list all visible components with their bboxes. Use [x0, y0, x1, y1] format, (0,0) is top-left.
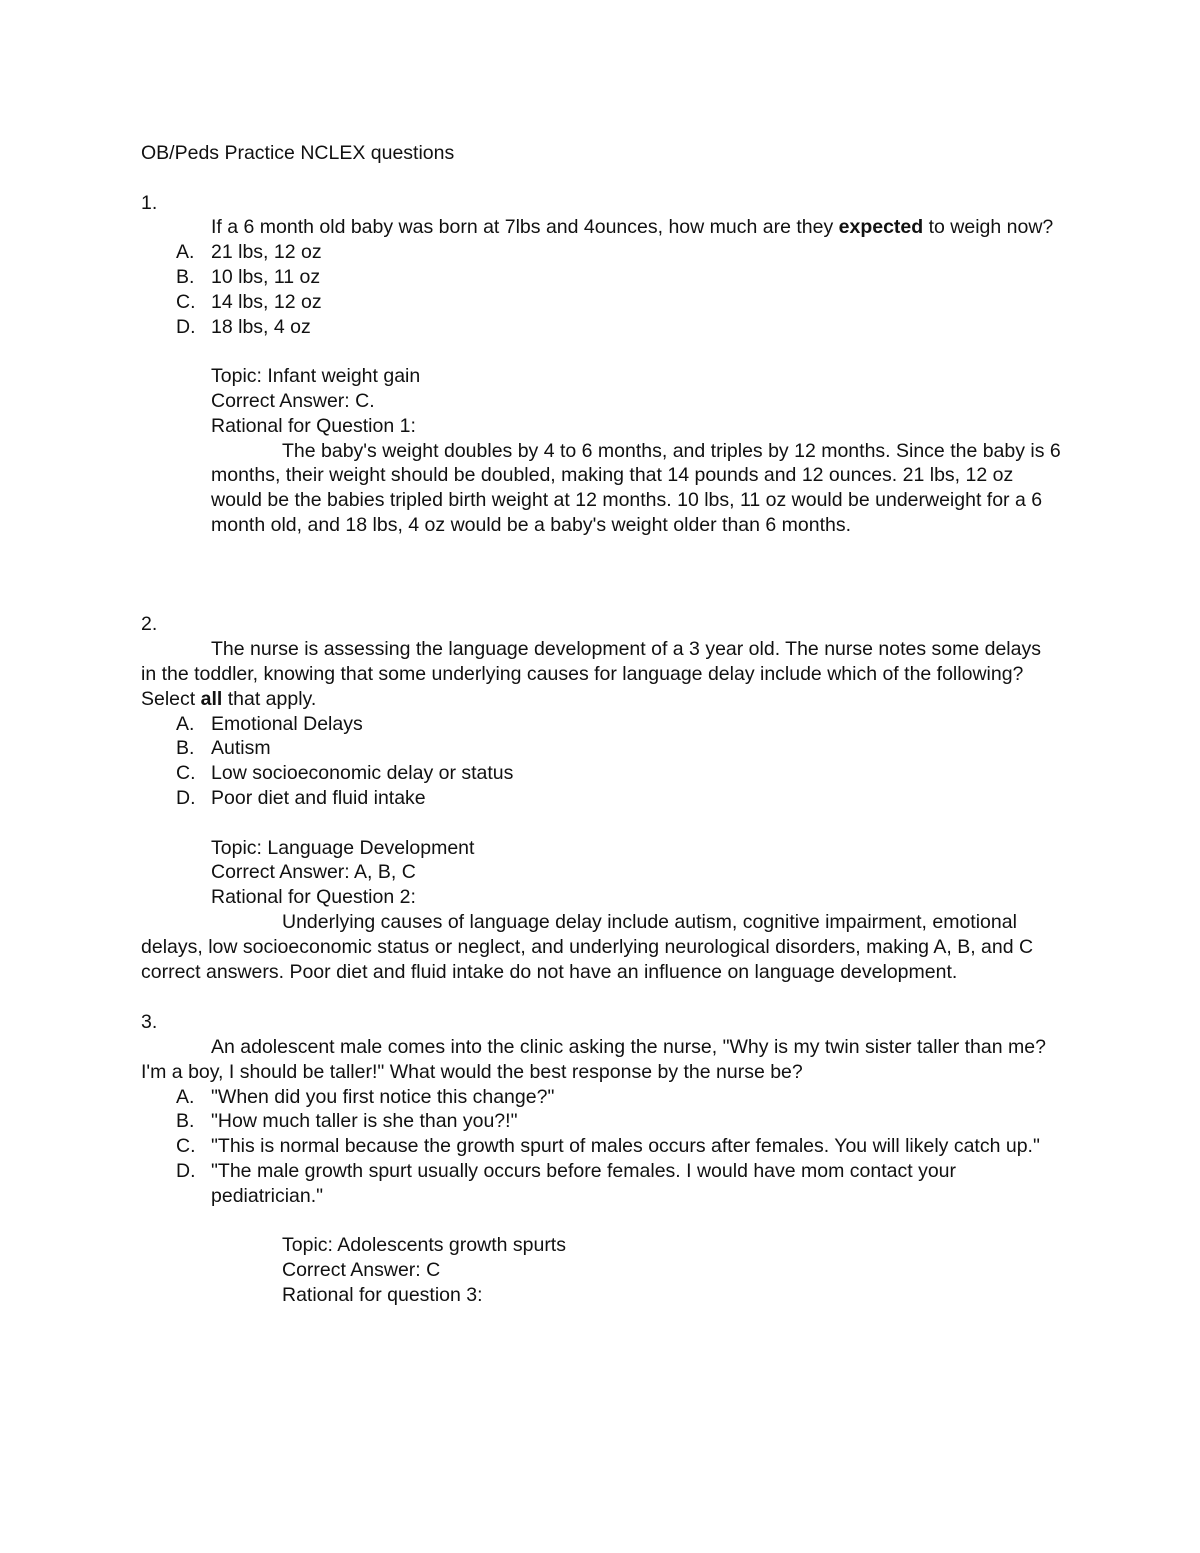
question-stem	[141, 215, 1061, 240]
option-text: 10 lbs, 11 oz	[211, 265, 321, 288]
answer-options	[141, 240, 1061, 339]
option-text: Low socioeconomic delay or status	[211, 762, 514, 785]
rationale-label: Rational for question 3:	[282, 1284, 483, 1307]
option-text: "The male growth spurt usually occurs before females. I would have mom contact your pediatrician."	[211, 1160, 957, 1207]
rationale-text: The baby's weight doubles by 4 to 6 months, and triples by 12 months. Since the baby is 6 months, their weight should be doubled, making that 14 pounds and 12 ounces. 21 lbs, 12 oz would be the babies tripled birth weight at 12 months. 10 lbs, 11 oz would be underweight for a 6 month old, and 18 lbs, 4 oz would be a baby's weight older than 6 months.	[211, 439, 1061, 536]
option-letter: D.	[176, 786, 196, 809]
stem-text: If a 6 month old baby was born at 7lbs and 4ounces, how much are they	[211, 216, 839, 239]
spacer	[141, 984, 1061, 1010]
stem-text: that apply.	[222, 687, 317, 710]
option-b	[141, 265, 1061, 290]
option-letter: A.	[176, 241, 195, 264]
option-d	[141, 315, 1061, 340]
option-d	[141, 1159, 1061, 1209]
option-letter: C.	[176, 1135, 196, 1158]
answer-options	[141, 712, 1061, 811]
spacer	[141, 339, 1061, 364]
option-letter: C.	[176, 762, 196, 785]
stem-emphasis: all	[200, 687, 223, 710]
question-number: 3.	[141, 1011, 158, 1034]
answer-options	[141, 1085, 1061, 1209]
option-b	[141, 1109, 1061, 1134]
option-letter: C.	[176, 290, 196, 313]
option-c	[141, 1134, 1061, 1159]
option-text: 21 lbs, 12 oz	[211, 241, 322, 264]
question-3	[141, 1010, 1061, 1308]
question-1	[141, 191, 1061, 538]
question-number: 2.	[141, 613, 158, 636]
option-text: Autism	[211, 737, 271, 760]
option-c	[141, 290, 1061, 315]
spacer	[141, 166, 1061, 191]
spacer	[141, 587, 1061, 612]
option-letter: B.	[176, 265, 195, 288]
topic-line: Topic: Language Development	[211, 836, 475, 859]
spacer	[141, 538, 1061, 588]
correct-answer: Correct Answer: A, B, C	[211, 861, 416, 884]
option-a	[141, 240, 1061, 265]
option-text: Emotional Delays	[211, 712, 363, 735]
option-a	[141, 1085, 1061, 1110]
option-d	[141, 786, 1061, 811]
rationale-text: Underlying causes of language delay include autism, cognitive impairment, emotional delays, low socioeconomic status or neglect, and underlying neurological disorders, making A, B, and C correct answers. Poor diet and fluid intake do not have an influence on language development.	[141, 910, 1034, 983]
question-stem	[141, 637, 1061, 711]
option-text: 14 lbs, 12 oz	[211, 290, 322, 313]
spacer	[141, 1209, 1061, 1234]
correct-answer: Correct Answer: C.	[211, 389, 375, 412]
topic-line: Topic: Adolescents growth spurts	[282, 1234, 566, 1257]
document-title: OB/Peds Practice NCLEX questions	[141, 142, 455, 164]
option-letter: D.	[176, 315, 196, 338]
stem-text: The nurse is assessing the language development of a 3 year old. The nurse notes some delays in the toddler, knowing that some underlying causes for language delay include which of the following? Select	[141, 638, 1041, 710]
option-letter: D.	[176, 1160, 196, 1183]
topic-line: Topic: Infant weight gain	[211, 365, 421, 388]
option-letter: A.	[176, 712, 195, 735]
document-page	[141, 141, 1061, 1308]
question-2	[141, 612, 1061, 984]
option-a	[141, 712, 1061, 737]
option-c	[141, 761, 1061, 786]
rationale-label: Rational for Question 2:	[211, 886, 416, 909]
option-letter: B.	[176, 737, 195, 760]
rationale-label: Rational for Question 1:	[211, 414, 416, 437]
question-stem: An adolescent male comes into the clinic asking the nurse, "Why is my twin sister taller than me? I'm a boy, I should be taller!" What would the best response by the nurse be?	[141, 1036, 1046, 1083]
option-b	[141, 736, 1061, 761]
option-text: "How much taller is she than you?!"	[211, 1110, 518, 1133]
option-text: 18 lbs, 4 oz	[211, 315, 311, 338]
option-letter: A.	[176, 1085, 195, 1108]
stem-emphasis: expected	[838, 216, 924, 239]
option-text: "When did you first notice this change?"	[211, 1085, 555, 1108]
option-text: "This is normal because the growth spurt of males occurs after females. You will likely catch up."	[211, 1135, 1040, 1158]
stem-text: to weigh now?	[923, 216, 1054, 239]
option-text: Poor diet and fluid intake	[211, 786, 426, 809]
spacer	[141, 811, 1061, 836]
question-number: 1.	[141, 191, 158, 214]
correct-answer: Correct Answer: C	[282, 1259, 441, 1282]
option-letter: B.	[176, 1110, 195, 1133]
